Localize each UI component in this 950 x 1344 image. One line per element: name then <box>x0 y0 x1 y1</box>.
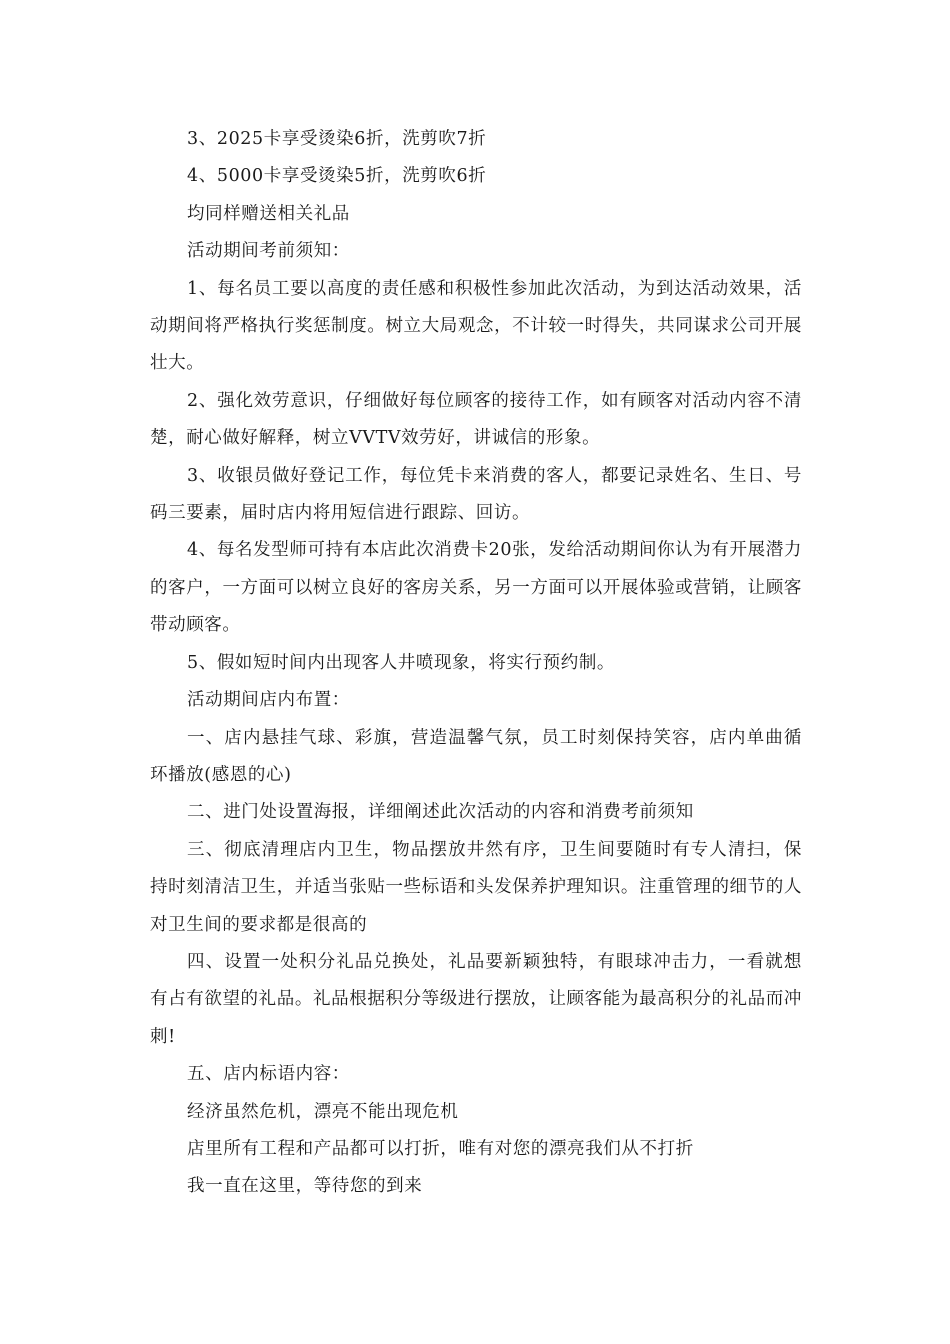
paragraph: 2、强化效劳意识，仔细做好每位顾客的接待工作，如有顾客对活动内容不清楚，耐心做好解释，树立VVTV效劳好，讲诚信的形象。 <box>150 390 802 449</box>
paragraph: 三、彻底清理店内卫生，物品摆放井然有序，卫生间要随时有专人清扫，保持时刻清洁卫生，并适当张贴一些标语和头发保养护理知识。注重管理的细节的人对卫生间的要求都是很高的 <box>150 839 802 935</box>
paragraph: 均同样赠送相关礼品 <box>187 203 350 224</box>
paragraph: 4、每名发型师可持有本店此次消费卡20张，发给活动期间你认为有开展潜力的客户，一方面可以树立良好的客房关系，另一方面可以开展体验或营销，让顾客带动顾客。 <box>150 540 802 636</box>
paragraph: 1、每名员工要以高度的责任感和积极性参加此次活动，为到达活动效果，活动期间将严格执行奖惩制度。树立大局观念，不计较一时得失，共同谋求公司开展壮大。 <box>150 278 802 374</box>
paragraph: 3、2025卡享受烫染6折，洗剪吹7折 <box>187 129 487 149</box>
paragraph: 四、设置一处积分礼品兑换处，礼品要新颖独特，有眼球冲击力，一看就想有占有欲望的礼品。礼品根据积分等级进行摆放，让顾客能为最高积分的礼品而冲刺! <box>150 951 802 1047</box>
paragraph: 活动期间店内布置： <box>187 690 350 711</box>
paragraph: 一、店内悬挂气球、彩旗，营造温馨气氛，员工时刻保持笑容，店内单曲循环播放(感恩的心) <box>150 727 802 785</box>
paragraph: 我一直在这里，等待您的到来 <box>187 1176 423 1197</box>
paragraph: 店里所有工程和产品都可以打折，唯有对您的漂亮我们从不打折 <box>187 1138 694 1159</box>
paragraph: 五、店内标语内容： <box>187 1064 350 1085</box>
paragraph: 经济虽然危机，漂亮不能出现危机 <box>187 1101 459 1122</box>
paragraph: 4、5000卡享受烫染5折，洗剪吹6折 <box>187 166 487 187</box>
paragraph: 活动期间考前须知： <box>187 241 350 262</box>
paragraph: 二、进门处设置海报，详细阐述此次活动的内容和消费考前须知 <box>187 802 694 823</box>
document-body <box>150 121 802 1206</box>
paragraph: 5、假如短时间内出现客人井喷现象，将实行预约制。 <box>187 652 616 673</box>
paragraph: 3、收银员做好登记工作，每位凭卡来消费的客人，都要记录姓名、生日、号码三要素，届时店内将用短信进行跟踪、回访。 <box>150 465 802 524</box>
